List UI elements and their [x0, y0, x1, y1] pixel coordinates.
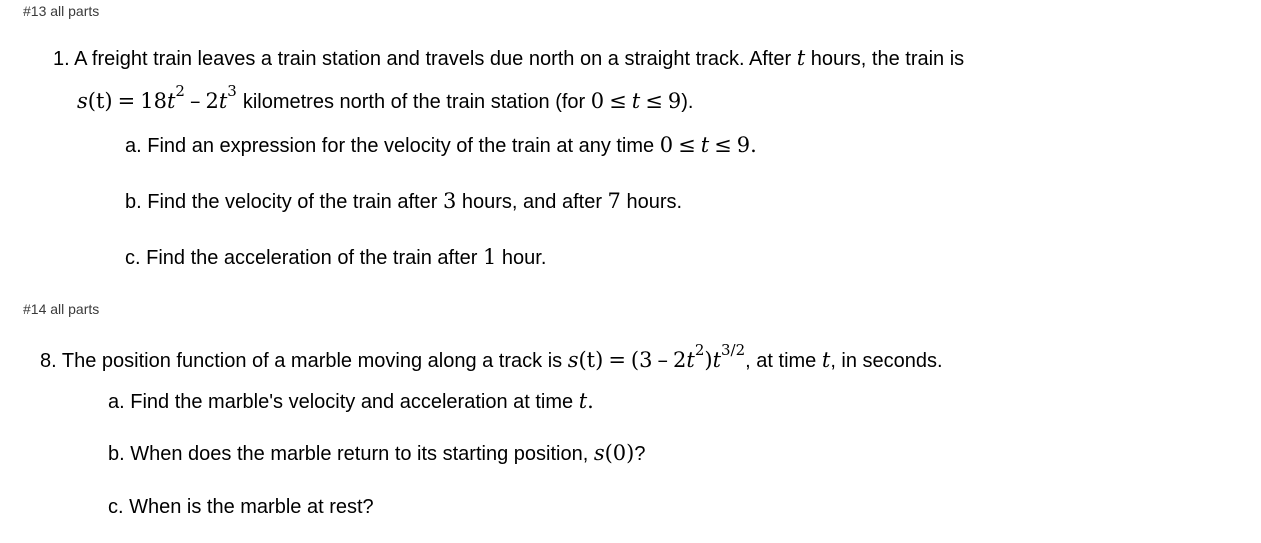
q13-range-hi: 9 — [667, 89, 682, 113]
q14-intro-end: , in seconds. — [830, 350, 943, 372]
q14-formula-arg: (t) — [578, 348, 604, 372]
q14-formula-t2: t — [712, 348, 722, 372]
q13-range-var: t — [631, 89, 641, 113]
q13-part-c-suffix: hour. — [496, 247, 547, 269]
section-label-14: #14 all parts — [23, 301, 100, 317]
q14-intro — [40, 341, 943, 373]
q13-part-c-prefix: c. Find the acceleration of the train after — [125, 247, 483, 269]
q13-range-lo: 0 — [590, 89, 605, 113]
q14-part-a-prefix: a. Find the marble's velocity and acceleration at time — [108, 391, 579, 413]
q14-part-b-s: s — [593, 441, 605, 465]
q13-part-a-end: . — [750, 133, 757, 157]
q13-range-close: ). — [681, 91, 694, 113]
q13-part-a-var: t — [700, 133, 710, 157]
q14-formula-open: (3 — [630, 348, 653, 372]
q13-part-a-text: a. Find an expression for the velocity of the train at any time — [125, 135, 660, 157]
q13-part-a-leq1: ≤ — [678, 133, 696, 157]
q13-formula-eq: = — [117, 89, 136, 113]
q14-formula-c: 2 — [672, 348, 687, 372]
q13-intro-var: t — [796, 46, 806, 70]
q13-part-a-lo: 0 — [659, 133, 674, 157]
q14-formula-minus: – — [657, 348, 668, 372]
q14-formula-close: ) — [704, 348, 713, 372]
q14-intro-prefix: 8. The position function of a marble moving along a track is — [40, 350, 568, 372]
q13-part-c — [125, 245, 546, 270]
q13-formula-line — [77, 82, 694, 114]
q14-part-b-prefix: b. When does the marble return to its starting position, — [108, 443, 594, 465]
q13-part-a-leq2: ≤ — [714, 133, 732, 157]
q13-formula-e2: 3 — [227, 82, 237, 101]
q14-part-b — [108, 441, 645, 466]
q13-formula-e1: 2 — [175, 82, 185, 101]
q14-formula-e2: 3/2 — [721, 341, 746, 360]
q13-part-a — [125, 133, 757, 158]
q13-formula-minus: – — [189, 89, 201, 113]
q13-formula-s: s — [77, 89, 88, 113]
q13-part-b-n2: 7 — [607, 189, 621, 213]
q13-formula-arg: (t) — [87, 89, 113, 113]
q14-formula-s: s — [567, 348, 579, 372]
q14-formula-e: 2 — [694, 341, 705, 360]
q14-part-c — [108, 495, 374, 519]
q14-part-a-end: . — [587, 389, 594, 413]
q13-intro-prefix: 1. A freight train leaves a train station and travels due north on a straight track. After — [53, 48, 797, 70]
q13-intro — [53, 46, 964, 71]
q13-range-leq1: ≤ — [609, 89, 627, 113]
q13-part-c-n: 1 — [482, 245, 497, 269]
q14-part-a — [108, 389, 594, 414]
q13-formula-c2: 2 — [205, 89, 219, 113]
q13-part-b-suffix: hours. — [620, 191, 683, 213]
q13-range-leq2: ≤ — [645, 89, 663, 113]
section-label-13: #13 all parts — [23, 3, 100, 19]
q13-formula-t1: t — [166, 89, 176, 113]
q13-part-b-middle: hours, and after — [456, 191, 608, 213]
q13-part-b — [125, 189, 682, 214]
q14-intro-var: t — [821, 348, 831, 372]
q14-formula-eq: = — [608, 348, 626, 372]
q14-part-b-arg: (0) — [604, 441, 635, 465]
q13-part-b-prefix: b. Find the velocity of the train after — [125, 191, 443, 213]
q13-intro-suffix: hours, the train is — [805, 48, 965, 70]
q14-part-a-var: t — [578, 389, 588, 413]
q14-part-b-end: ? — [634, 443, 646, 465]
q13-part-a-hi: 9 — [736, 133, 751, 157]
q14-part-c-text: c. When is the marble at rest? — [108, 496, 374, 518]
q14-intro-suffix: , at time — [745, 350, 822, 372]
q14-formula-t: t — [686, 348, 695, 372]
q13-formula-c1: 18 — [140, 89, 167, 113]
q13-formula-t2: t — [218, 89, 228, 113]
q13-formula-suffix: kilometres north of the train station (for — [242, 91, 591, 113]
q13-part-b-n1: 3 — [442, 189, 457, 213]
